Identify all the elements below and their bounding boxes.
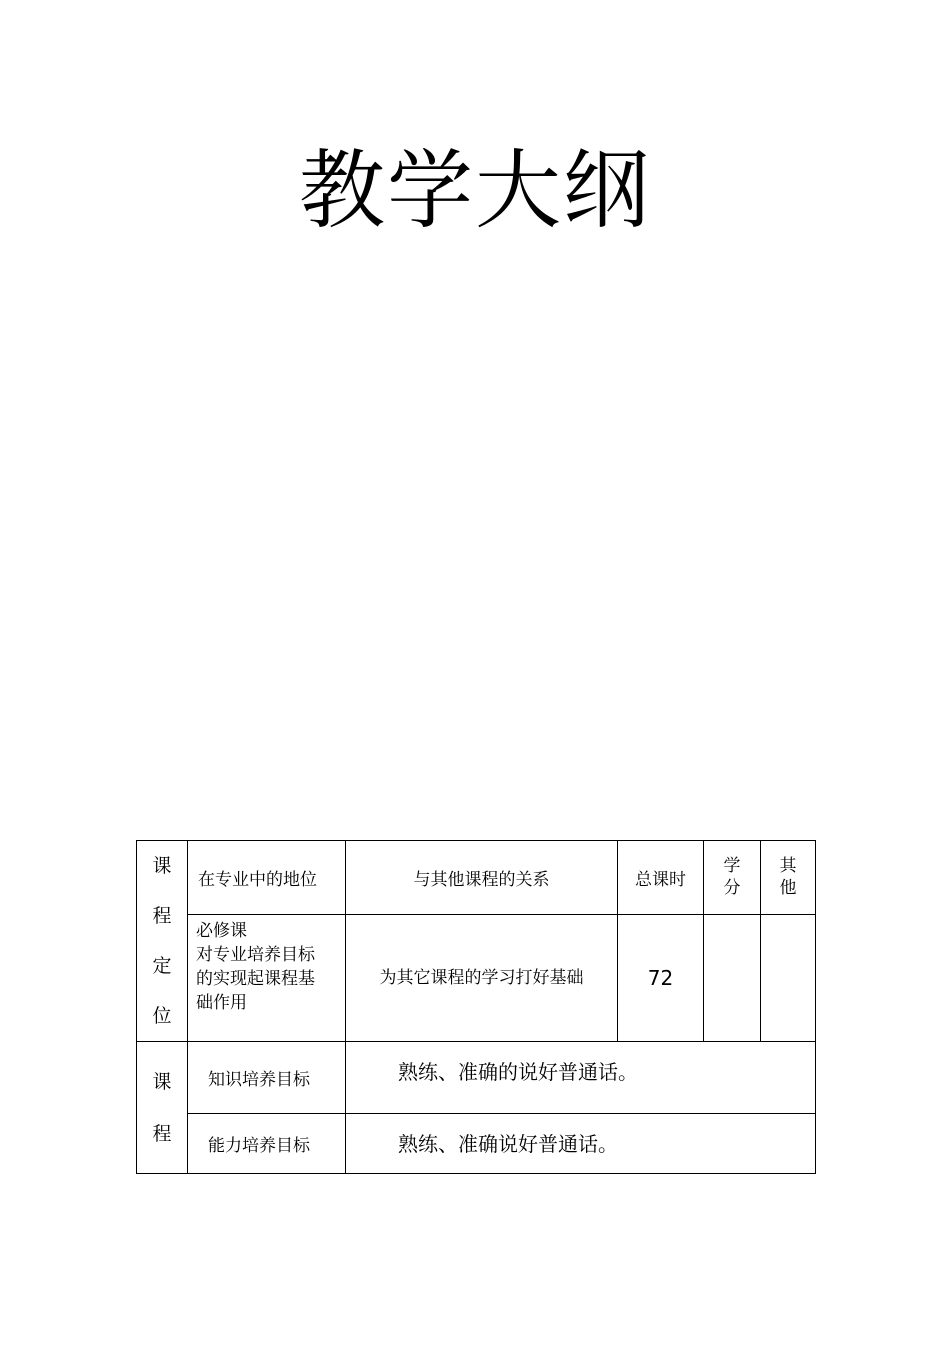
position-cell (188, 914, 346, 1041)
ability-goal-label: 能力培养目标 (188, 1114, 346, 1174)
label-char: 定 (152, 955, 172, 977)
header-credits-char: 学 (723, 856, 741, 877)
knowledge-goal-label: 知识培养目标 (188, 1042, 346, 1114)
label-char: 课 (152, 1070, 172, 1093)
page-title: 教学大纲 (299, 141, 651, 241)
header-total-hours: 总课时 (618, 841, 704, 915)
header-relation: 与其他课程的关系 (346, 841, 618, 915)
header-credits-char: 分 (723, 878, 741, 899)
label-char: 程 (152, 905, 172, 927)
course-positioning-table (136, 840, 816, 1174)
position-line: 必修课 (196, 920, 247, 941)
label-char: 程 (152, 1122, 172, 1145)
course-positioning-label (137, 841, 188, 1042)
header-other (761, 841, 816, 915)
credits-value (704, 914, 761, 1041)
position-line: 础作用 (196, 992, 247, 1013)
course-goals-label (137, 1042, 188, 1174)
position-line: 的实现起课程基 (196, 968, 315, 989)
label-char: 位 (152, 1005, 172, 1027)
knowledge-goal-text: 熟练、准确的说好普通话。 (346, 1042, 816, 1114)
header-credits (704, 841, 761, 915)
other-value (761, 914, 816, 1041)
relation-cell: 为其它课程的学习打好基础 (346, 914, 618, 1041)
header-position: 在专业中的地位 (188, 841, 346, 915)
ability-goal-text: 熟练、准确说好普通话。 (346, 1114, 816, 1174)
total-hours-value: 72 (618, 914, 704, 1041)
position-line: 对专业培养目标 (196, 944, 315, 965)
label-char: 课 (152, 855, 172, 877)
header-other-char: 其 (779, 856, 797, 877)
header-other-char: 他 (779, 878, 797, 899)
